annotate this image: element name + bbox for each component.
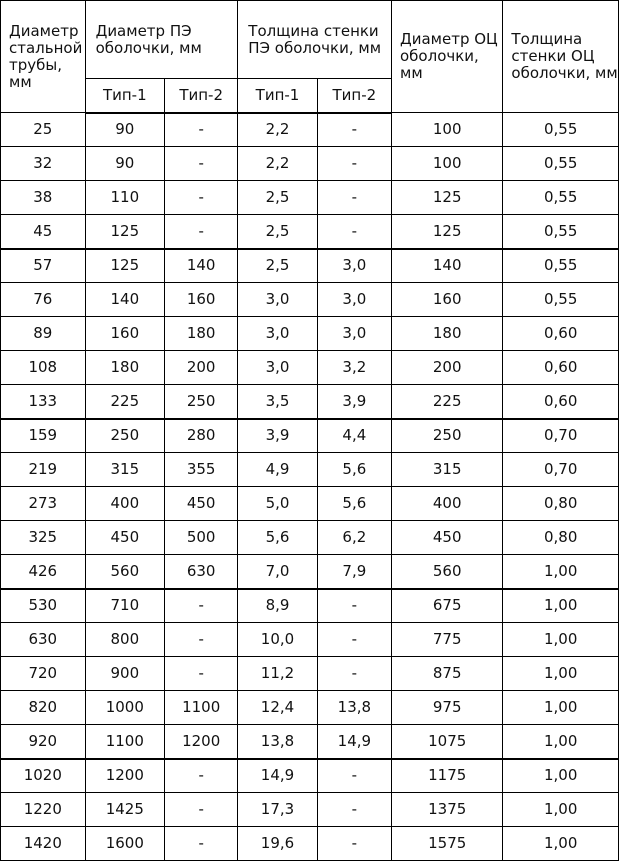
pe-diameter-type1-cell: 90 [85,147,164,181]
table-row [1,691,619,725]
pe-diameter-type1-cell: 1100 [85,725,164,759]
pe-diameter-type1-cell: 180 [85,351,164,385]
oc-diameter-cell: 315 [392,453,503,487]
table-row [1,725,619,759]
oc-thickness-cell: 0,80 [503,487,619,521]
pe-diameter-type1-cell: 250 [85,419,164,453]
oc-diameter-cell: 450 [392,521,503,555]
pe-diameter-type2-cell: - [165,181,238,215]
oc-thickness-cell: 0,70 [503,419,619,453]
pe-diameter-type2-cell: - [165,827,238,861]
pe-thickness-type1-cell: 5,6 [238,521,317,555]
table-row [1,759,619,793]
pe-diameter-type2-cell: 160 [165,283,238,317]
pe-diameter-type1-cell: 110 [85,181,164,215]
pe-thickness-type2-cell: - [317,181,391,215]
steel-diameter-cell: 1220 [1,793,86,827]
pe-thickness-type2-cell: 3,0 [317,317,391,351]
oc-thickness-cell: 0,55 [503,181,619,215]
pe-diameter-type1-cell: 800 [85,623,164,657]
oc-thickness-cell: 1,00 [503,555,619,589]
steel-diameter-cell: 920 [1,725,86,759]
pe-thickness-type1-cell: 2,5 [238,249,317,283]
table-row [1,589,619,623]
steel-diameter-cell: 1020 [1,759,86,793]
pe-thickness-type2-cell: 3,9 [317,385,391,419]
pe-diameter-type2-cell: - [165,215,238,249]
pe-diameter-type1-cell: 1600 [85,827,164,861]
oc-thickness-cell: 0,55 [503,147,619,181]
pe-thickness-type2-cell: - [317,215,391,249]
oc-diameter-cell: 125 [392,215,503,249]
oc-diameter-cell: 160 [392,283,503,317]
table-row [1,657,619,691]
pe-thickness-type1-cell: 3,9 [238,419,317,453]
table-row [1,623,619,657]
oc-diameter-cell: 100 [392,113,503,147]
oc-diameter-cell: 675 [392,589,503,623]
pe-thickness-type1-cell: 2,2 [238,147,317,181]
pe-diameter-type2-cell: - [165,147,238,181]
pe-thickness-type1-cell: 17,3 [238,793,317,827]
oc-diameter-cell: 1375 [392,793,503,827]
oc-diameter-cell: 1575 [392,827,503,861]
pe-thickness-type1-cell: 2,2 [238,113,317,147]
oc-thickness-cell: 1,00 [503,589,619,623]
steel-diameter-cell: 219 [1,453,86,487]
pe-thickness-type1-cell: 3,0 [238,351,317,385]
oc-thickness-cell: 1,00 [503,623,619,657]
pe-diameter-type2-cell: - [165,589,238,623]
table-row [1,521,619,555]
steel-diameter-cell: 32 [1,147,86,181]
pe-diameter-type1-cell: 710 [85,589,164,623]
table-row [1,453,619,487]
oc-thickness-cell: 1,00 [503,793,619,827]
pe-diameter-type2-cell: 450 [165,487,238,521]
pe-thickness-type2-cell: - [317,793,391,827]
pe-diameter-type2-cell: - [165,759,238,793]
oc-diameter-cell: 100 [392,147,503,181]
pe-diameter-type2-cell: 280 [165,419,238,453]
pe-thickness-type1-cell: 11,2 [238,657,317,691]
pe-diameter-type1-cell: 560 [85,555,164,589]
oc-diameter-cell: 560 [392,555,503,589]
pe-thickness-type2-cell: - [317,657,391,691]
pe-diameter-type1-cell: 90 [85,113,164,147]
pe-diameter-type1-cell: 125 [85,215,164,249]
pe-diameter-type2-cell: 1200 [165,725,238,759]
steel-diameter-cell: 45 [1,215,86,249]
oc-diameter-cell: 875 [392,657,503,691]
pe-thickness-type1-cell: 7,0 [238,555,317,589]
pe-thickness-type1-cell: 3,0 [238,317,317,351]
table-row [1,827,619,861]
table-row [1,147,619,181]
table-row [1,555,619,589]
table-body [1,113,619,861]
oc-thickness-cell: 0,60 [503,317,619,351]
steel-diameter-cell: 630 [1,623,86,657]
steel-diameter-cell: 57 [1,249,86,283]
pe-thickness-type1-cell: 8,9 [238,589,317,623]
oc-thickness-cell: 0,55 [503,113,619,147]
oc-thickness-cell: 1,00 [503,759,619,793]
pe-thickness-type1-cell: 3,5 [238,385,317,419]
pe-thickness-type1-cell: 3,0 [238,283,317,317]
steel-diameter-cell: 25 [1,113,86,147]
pe-thickness-type2-cell: 3,0 [317,249,391,283]
pe-thickness-type2-cell: - [317,147,391,181]
pe-thickness-type2-cell: 4,4 [317,419,391,453]
table-row [1,215,619,249]
oc-diameter-cell: 140 [392,249,503,283]
pe-thickness-type1-cell: 10,0 [238,623,317,657]
oc-thickness-cell: 1,00 [503,827,619,861]
table-row [1,385,619,419]
oc-diameter-cell: 125 [392,181,503,215]
oc-thickness-cell: 0,55 [503,215,619,249]
pe-diameter-type1-cell: 1425 [85,793,164,827]
pe-diameter-type1-cell: 900 [85,657,164,691]
pe-thickness-type2-cell: 5,6 [317,487,391,521]
pe-thickness-type1-cell: 14,9 [238,759,317,793]
pe-thickness-type1-cell: 13,8 [238,725,317,759]
table-row [1,283,619,317]
subheader-pe-diameter-type2: Тип-2 [165,79,238,113]
table-row [1,487,619,521]
pe-diameter-type2-cell: - [165,657,238,691]
pe-diameter-type1-cell: 400 [85,487,164,521]
subheader-pe-thickness-type1: Тип-1 [238,79,317,113]
oc-diameter-cell: 775 [392,623,503,657]
steel-diameter-cell: 820 [1,691,86,725]
pe-diameter-type2-cell: 200 [165,351,238,385]
steel-diameter-cell: 273 [1,487,86,521]
oc-diameter-cell: 975 [392,691,503,725]
table-row [1,317,619,351]
pe-thickness-type1-cell: 19,6 [238,827,317,861]
pe-thickness-type2-cell: 3,2 [317,351,391,385]
table-row [1,181,619,215]
pe-diameter-type2-cell: 140 [165,249,238,283]
pe-diameter-type2-cell: 250 [165,385,238,419]
oc-diameter-cell: 250 [392,419,503,453]
oc-thickness-cell: 1,00 [503,725,619,759]
steel-diameter-cell: 1420 [1,827,86,861]
oc-diameter-cell: 1075 [392,725,503,759]
oc-diameter-cell: 200 [392,351,503,385]
pe-diameter-type1-cell: 140 [85,283,164,317]
steel-diameter-cell: 720 [1,657,86,691]
pe-thickness-type2-cell: - [317,623,391,657]
oc-thickness-cell: 0,55 [503,283,619,317]
oc-thickness-cell: 0,80 [503,521,619,555]
pe-diameter-type2-cell: - [165,113,238,147]
oc-diameter-cell: 1175 [392,759,503,793]
table-row [1,113,619,147]
steel-diameter-cell: 38 [1,181,86,215]
pe-thickness-type2-cell: - [317,589,391,623]
pe-diameter-type2-cell: 180 [165,317,238,351]
pe-diameter-type2-cell: 1100 [165,691,238,725]
pe-thickness-type2-cell: 3,0 [317,283,391,317]
steel-diameter-cell: 159 [1,419,86,453]
steel-diameter-cell: 108 [1,351,86,385]
pe-diameter-type2-cell: 500 [165,521,238,555]
pe-thickness-type2-cell: 5,6 [317,453,391,487]
pe-thickness-type1-cell: 5,0 [238,487,317,521]
pe-thickness-type1-cell: 2,5 [238,181,317,215]
oc-diameter-cell: 400 [392,487,503,521]
header-oc-shell-diameter: Диаметр ОЦ оболочки, мм [392,1,503,113]
oc-thickness-cell: 0,55 [503,249,619,283]
pe-thickness-type2-cell: 6,2 [317,521,391,555]
table-row [1,249,619,283]
pe-diameter-type1-cell: 315 [85,453,164,487]
oc-thickness-cell: 1,00 [503,657,619,691]
subheader-pe-diameter-type1: Тип-1 [85,79,164,113]
pe-thickness-type2-cell: 14,9 [317,725,391,759]
table-row [1,351,619,385]
header-pe-wall-thickness: Толщина стенки ПЭ оболочки, мм [238,1,392,79]
pe-thickness-type1-cell: 2,5 [238,215,317,249]
pe-thickness-type1-cell: 12,4 [238,691,317,725]
steel-diameter-cell: 530 [1,589,86,623]
pe-diameter-type2-cell: 355 [165,453,238,487]
steel-diameter-cell: 325 [1,521,86,555]
steel-diameter-cell: 133 [1,385,86,419]
pe-thickness-type2-cell: 7,9 [317,555,391,589]
pe-thickness-type2-cell: - [317,113,391,147]
table-row [1,793,619,827]
oc-thickness-cell: 0,60 [503,385,619,419]
oc-diameter-cell: 225 [392,385,503,419]
pe-diameter-type1-cell: 160 [85,317,164,351]
pe-diameter-type2-cell: - [165,623,238,657]
pe-diameter-type1-cell: 1200 [85,759,164,793]
oc-diameter-cell: 180 [392,317,503,351]
oc-thickness-cell: 1,00 [503,691,619,725]
pe-thickness-type2-cell: 13,8 [317,691,391,725]
oc-thickness-cell: 0,60 [503,351,619,385]
oc-thickness-cell: 0,70 [503,453,619,487]
pe-thickness-type2-cell: - [317,827,391,861]
header-steel-pipe-diameter: Диаметр стальной трубы, мм [1,1,86,113]
pe-thickness-type1-cell: 4,9 [238,453,317,487]
pe-diameter-type1-cell: 450 [85,521,164,555]
pe-diameter-type2-cell: - [165,793,238,827]
header-oc-wall-thickness: Толщина стенки ОЦ оболочки, мм [503,1,619,113]
steel-diameter-cell: 76 [1,283,86,317]
steel-diameter-cell: 89 [1,317,86,351]
pe-diameter-type1-cell: 1000 [85,691,164,725]
pe-diameter-type2-cell: 630 [165,555,238,589]
table-row [1,419,619,453]
steel-diameter-cell: 426 [1,555,86,589]
header-pe-shell-diameter: Диаметр ПЭ оболочки, мм [85,1,238,79]
pe-diameter-type1-cell: 225 [85,385,164,419]
pe-diameter-type1-cell: 125 [85,249,164,283]
subheader-pe-thickness-type2: Тип-2 [317,79,391,113]
pe-thickness-type2-cell: - [317,759,391,793]
